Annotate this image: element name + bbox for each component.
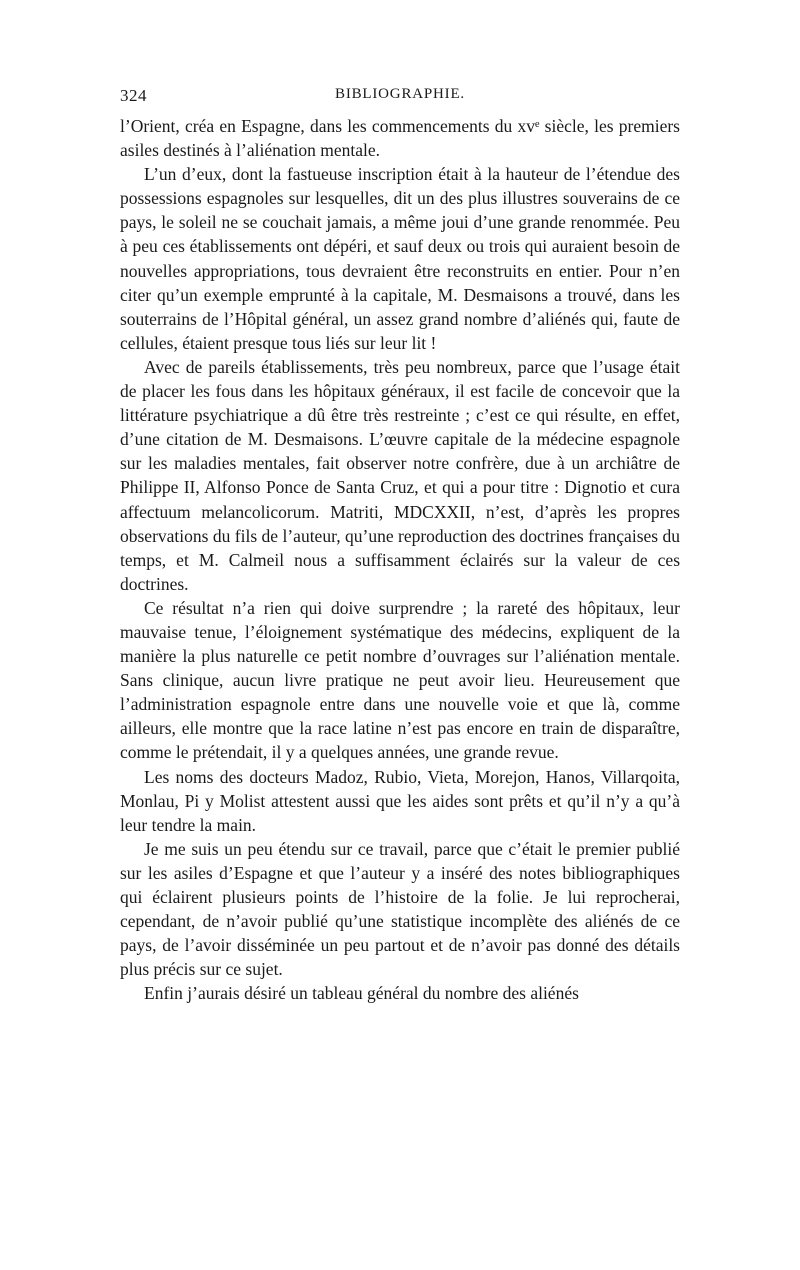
paragraph-continued: l’Orient, créa en Espagne, dans les commencements du xvᵉ siècle, les premiers asiles destinés à l’aliénation mentale. — [120, 116, 680, 161]
page-number: 324 — [120, 86, 147, 105]
paragraph-continues-next-page: Enfin j’aurais désiré un tableau général du nombre des aliénés — [144, 983, 579, 1004]
running-head — [120, 86, 680, 112]
paragraph: Je me suis un peu étendu sur ce travail, parce que c’était le premier publié sur les asiles d’Espagne et que l’auteur y a inséré des notes bibliographiques qui éclairent plusieurs points de l’histoire de la folie. Je lui reprocherai, cependant, de n’avoir publié qu’une statistique incomplète des aliénés de ce pays, de l’avoir disséminée un peu partout et de n’avoir pas donné des détails plus précis sur ce sujet. — [120, 838, 680, 980]
paragraph: Ce résultat n’a rien qui doive surprendre ; la rareté des hôpitaux, leur mauvaise tenue, l’éloignement systématique des médecins, expliquent de la manière la plus naturelle ce petit nombre d’ouvrages sur l’aliénation mentale. Sans clinique, aucun livre pratique ne peut avoir lieu. Heureusement que l’administration espagnole entre dans une nouvelle voie et que là, comme ailleurs, elle montre que la race latine n’est pas encore en train de disparaître, comme le prétendait, il y a quelques années, une grande revue. — [120, 597, 680, 763]
paragraph: Les noms des docteurs Madoz, Rubio, Vieta, Morejon, Hanos, Villarqoita, Monlau, Pi y Molist attestent aussi que les aides sont prêts et qu’il n’y a qu’à leur tendre la main. — [120, 766, 680, 835]
paragraph: L’un d’eux, dont la fastueuse inscription était à la hauteur de l’étendue des possessions espagnoles sur lesquelles, dit un des plus illustres souverains de ce pays, le soleil ne se couchait jamais, a même joui d’une grande renommée. Peu à peu ces établissements ont dépéri, et sauf deux ou trois qui auraient besoin de nouvelles appropriations, tous devraient être reconstruits en entier. Pour n’en citer qu’un exemple emprunté à la capitale, M. Desmaisons a trouvé, dans les souterrains de l’Hôpital général, un assez grand nombre d’aliénés qui, faute de cellules, étaient presque tous liés sur leur lit ! — [120, 164, 680, 353]
body-text — [120, 114, 680, 1005]
book-page — [120, 86, 680, 1005]
running-head-title: BIBLIOGRAPHIE. — [335, 86, 465, 102]
paragraph: Avec de pareils établissements, très peu nombreux, parce que l’usage était de placer les fous dans les hôpitaux généraux, il est facile de concevoir que la littérature psychiatrique a dû être très restreinte ; c’est ce qui résulte, en effet, d’une citation de M. Desmaisons. L’œuvre capitale de la médecine espagnole sur les maladies mentales, fait observer notre confrère, due à un archiâtre de Philippe II, Alfonso Ponce de Santa Cruz, et qui a pour titre : Dignotio et cura affectuum melancolicorum. Matriti, MDCXXII, n’est, d’après les propres observations du fils de l’auteur, qu’une reproduction des doctrines françaises du temps, et M. Calmeil nous a suffisamment éclairés sur la valeur de ces doctrines. — [120, 356, 680, 594]
